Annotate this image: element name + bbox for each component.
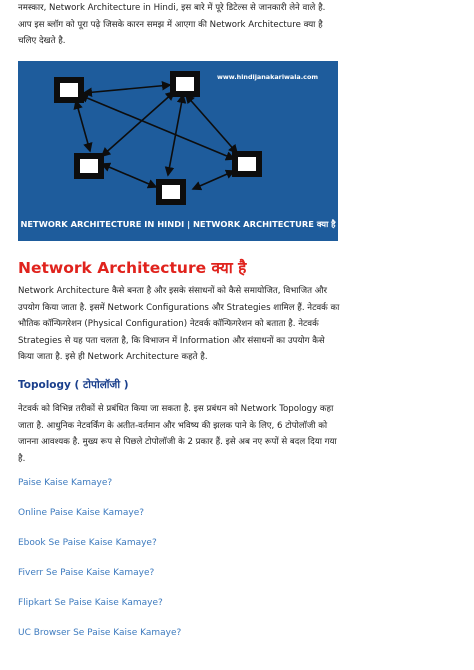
node-icon xyxy=(74,153,104,179)
intro-paragraph: नमस्कार, Network Architecture in Hindi, इस बारे में पूरे डिटेल्स से जानकारी लेने वाले है. आप इस ब्लॉग को पूरा पढ़े जिसके कारन समझ में आएगा की Network Architecture क्या है चलिए देखते है. xyxy=(18,3,326,46)
topology-subheading: Topology ( टोपोलॉजी ) xyxy=(18,379,129,391)
related-link[interactable]: Fiverr Se Paise Kaise Kamaye? xyxy=(18,568,155,578)
node-icon xyxy=(232,151,262,177)
related-link[interactable]: Paise Kaise Kamaye? xyxy=(18,478,113,488)
related-link[interactable]: UC Browser Se Paise Kaise Kamaye? xyxy=(18,628,182,638)
related-link[interactable]: Flipkart Se Paise Kaise Kamaye? xyxy=(18,598,163,608)
related-links xyxy=(18,476,181,656)
network-diagram xyxy=(18,61,338,241)
related-link[interactable]: Ebook Se Paise Kaise Kamaye? xyxy=(18,538,157,548)
node-icon xyxy=(54,77,84,103)
network-architecture-banner xyxy=(18,61,338,241)
section-heading: Network Architecture क्या है xyxy=(18,259,247,277)
topology-paragraph: नेटवर्क को विभिन्न तरीकों से प्रबंधित किया जा सकता है. इस प्रबंधन को Network Topology कहा जाता है. आधुनिक नेटवर्किंग के अतीत-वर्तमान और भविष्य की झलक पाने के लिए, 6 टोपोलॉजी को जानना आवश्यक है. मुख्य रूप से पिछले टोपोलॉजी के 2 प्रकार हैं. इसे अब नए रूपों से बदल दिया गया है. xyxy=(18,404,337,464)
site-url: www.hindijanakariwala.com xyxy=(216,73,318,81)
banner-caption: NETWORK ARCHITECTURE IN HINDI | NETWORK ARCHITECTURE क्या है xyxy=(20,219,336,229)
node-icon xyxy=(156,179,186,205)
architecture-paragraph: Network Architecture कैसे बनता है और इसके संसाधनों को कैसे समायोजित, विभाजित और उपयोग किया जाता है. इसमें Network Configurations और Strategies शामिल हैं. नेटवर्क का भौतिक कॉन्फिगरेशन (Physical Configuration) नेटवर्क कॉन्फिगरेशन को बताता है. नेटवर्क Strategies से यह पता चलता है, कि विभाजन में Information और संसाधनों का उपयोग कैसे किया जाता है. इसे ही Network Architecture कहते है. xyxy=(18,286,340,362)
related-link[interactable]: Online Paise Kaise Kamaye? xyxy=(18,508,145,518)
node-icon xyxy=(170,71,200,97)
